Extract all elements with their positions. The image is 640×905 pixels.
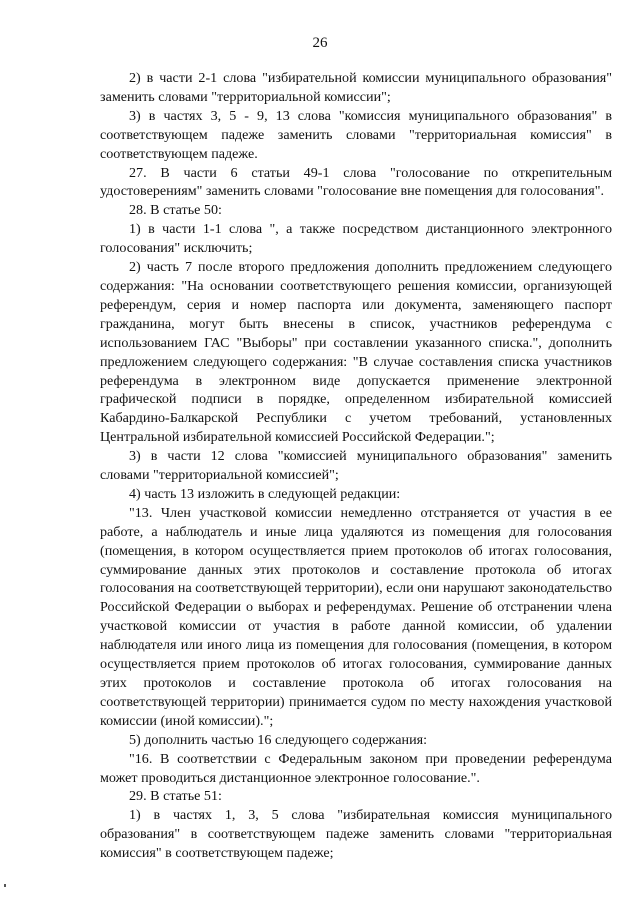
paragraph: 2) часть 7 после второго предложения дополнить предложением следующего содержания: "На основании соответствующего решения комиссии, организующей референдум, серия и номер паспорта или документа, заменяющего паспорт гражданина, могут быть внесены в список, участников референдума с использованием ГАС "Выборы" при составлении указанного списка.", дополнить предложением следующего содержания: "В случае составления списка участников референдума в электронном виде допускается применение электронной графической подписи в порядке, определенном избирательной комиссией Кабардино-Балкарской Республики с учетом требований, установленных Центральной избирательной комиссией Российской Федерации."; (100, 259, 612, 446)
paragraph: 27. В части 6 статьи 49-1 слова "голосование по открепительным удостоверениям" заменить словами "голосование вне помещения для голосования". (100, 164, 612, 200)
paragraph: 3) в части 12 слова "комиссией муниципального образования" заменить словами "территориальной комиссией"; (100, 448, 612, 484)
paragraph: 4) часть 13 изложить в следующей редакции: (129, 485, 401, 502)
scan-edge-mark (4, 884, 6, 887)
paragraph: "16. В соответствии с Федеральным законом при проведении референдума может проводиться дистанционное электронное голосование.". (100, 750, 612, 786)
paragraph: 1) в частях 1, 3, 5 слова "избирательная комиссия муниципального образования" в соответствующем падеже заменить словами "территориальная комиссия" в соответствующем падеже; (100, 807, 612, 862)
paragraph: "13. Член участковой комиссии немедленно отстраняется от участия в ее работе, а наблюдатель и иные лица удаляются из помещения для голосования (помещения, в котором осуществляется прием протоколов об итогах голосования, суммирование данных этих протоколов и составление протокола об итогах голосования на соответствующей территории), если они нарушают законодательство Российской Федерации о выборах и референдумах. Решение об отстранении члена участковой комиссии от участия в работе данной комиссии, об удалении наблюдателя или иного лица из помещения для голосования (помещения, в котором осуществляется прием протоколов об итогах голосования, суммирование данных этих протоколов и составление протокола об итогах голосования на соответствующей территории) принимается судом по месту нахождения участковой комиссии (иной комиссии)."; (100, 504, 612, 729)
paragraph: 1) в части 1-1 слова ", а также посредством дистанционного электронного голосования" исключить; (100, 221, 612, 257)
paragraph: 28. В статье 50: (129, 202, 222, 219)
paragraph: 29. В статье 51: (129, 788, 222, 805)
document-body (100, 69, 612, 863)
paragraph: 3) в частях 3, 5 - 9, 13 слова "комиссия муниципального образования" в соответствующем падеже заменить словами "территориальная комиссия" в соответствующем падеже. (100, 107, 612, 162)
paragraph: 5) дополнить частью 16 следующего содержания: (129, 731, 428, 748)
page-number: 26 (312, 35, 328, 51)
paragraph: 2) в части 2-1 слова "избирательной комиссии муниципального образования" заменить словами "территориальной комиссии"; (100, 70, 612, 105)
